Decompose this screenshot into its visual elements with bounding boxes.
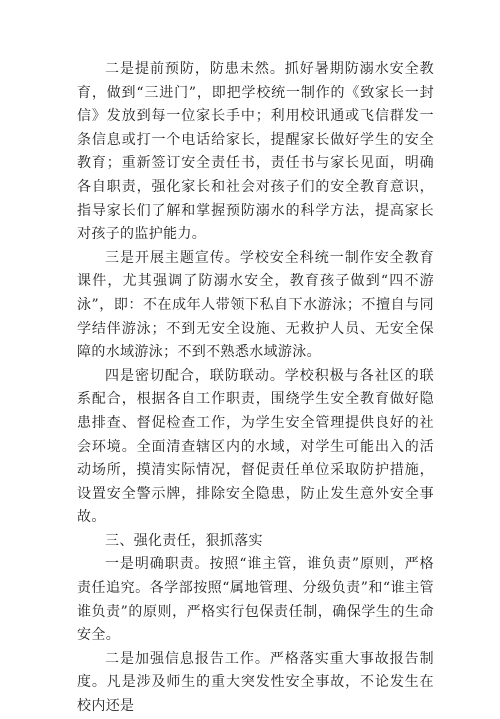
paragraph-reporting: 二是加强信息报告工作。严格落实重大事故报告制度。凡是涉及师生的重大突发性安全事故，不论发生在校内还是 [77, 650, 434, 715]
paragraph-cooperation: 四是密切配合，联防联动。学校积极与各社区的联系配合，根据各自工作职责，围绕学生安全教育做好隐患排查、督促检查工作，为学生安全管理提供良好的社会环境。全面清查辖区内的水域，对学生可能出入的活动场所，摸清实际情况，督促责任单位采取防护措施，设置安全警示牌，排除安全隐患，防止发生意外安全事故。 [77, 367, 434, 526]
paragraph-prevention: 二是提前预防，防患未然。抓好暑期防溺水安全教育，做到“三进门”，即把学校统一制作的《致家长一封信》发放到每一位家长手中；利用校讯通或飞信群发一条信息或打一个电话给家长，提醒家长做好学生的安全教育；重新签订安全责任书，责任书与家长见面，明确各自职责，强化家长和社会对孩子们的安全教育意识，指导家长们了解和掌握预防溺水的科学方法，提高家长对孩子的监护能力。 [77, 61, 434, 243]
paragraph-responsibility: 一是明确职责。按照“谁主管，谁负责”原则，严格责任追究。各学部按照“属地管理、分级负责”和“谁主管谁负责”的原则，严格实行包保责任制，确保学生的生命安全。 [77, 556, 434, 644]
paragraph-theme-publicity: 三是开展主题宣传。学校安全科统一制作安全教育课件，尤其强调了防溺水安全，教育孩子做到“四不游泳”，即：不在成年人带领下私自下水游泳；不擅自与同学结伴游泳；不到无安全设施、无救护人员、无安全保障的水域游泳；不到不熟悉水域游泳。 [77, 249, 434, 361]
document-body [77, 58, 434, 719]
section-heading: 三、强化责任，狠抓落实 [105, 532, 263, 549]
